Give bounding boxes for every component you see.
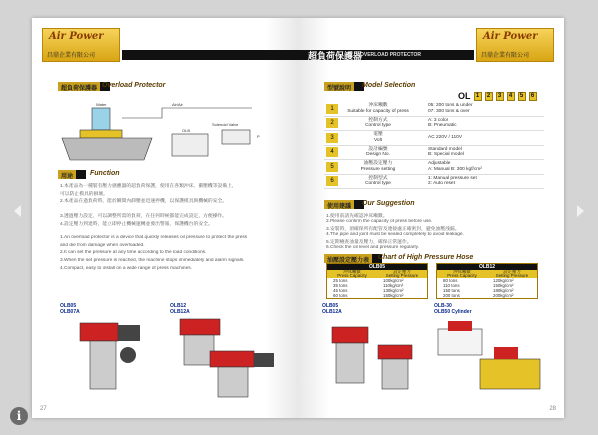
function-line: 2.本產品在過負荷時，能於瞬間內卸壓並迅速停機，以保護模具與機械的安全。 — [60, 199, 228, 204]
model-cell: 4 — [507, 92, 515, 101]
section-tag-model: 型號說明 — [324, 82, 364, 91]
selection-row — [324, 160, 544, 175]
page-number-left: 27 — [40, 406, 47, 412]
suggestion-line: 4.The pipe and joint must be sealed completely to avoid leakage. — [326, 231, 464, 237]
selection-value: Adjustable A: Manual B: 300 kgf/cm² — [428, 161, 482, 172]
selection-name — [338, 118, 418, 129]
info-icon[interactable]: i — [10, 407, 28, 425]
product-code: OLB05 — [60, 303, 77, 309]
suggestion-line: 2.Please confirm the capacity of press before use. — [326, 218, 433, 224]
selection-name-en: Suitable for capacity of press — [347, 108, 409, 114]
function-line: and die from damage when overloaded. — [60, 242, 145, 248]
right-page — [298, 18, 564, 418]
section-title-pressure: Chart of High Pressure Hose — [378, 254, 474, 261]
left-header — [32, 18, 298, 70]
section-title-overload: Overload Protector — [102, 82, 166, 89]
function-line — [60, 228, 282, 234]
selection-value: AC 220V / 110V — [428, 135, 463, 140]
product-olb05-right — [322, 303, 432, 393]
pressure-table-cell: 35 tons — [333, 283, 348, 288]
pressure-table-row — [327, 293, 427, 298]
selection-value: A: 3 color B: Pneumatic — [428, 117, 457, 129]
overload-diagram — [52, 98, 274, 178]
pressure-table-cell: 120kg/cm² — [493, 278, 514, 283]
selection-name-cn: 油壓設定壓力 — [363, 161, 393, 167]
selection-name — [338, 132, 418, 143]
product-sub: OLB50 Cylinder — [434, 309, 472, 315]
pressure-table-cell: 150 tons — [443, 288, 460, 293]
selection-value: 05: 200 tons & under 07: 300 tons & over — [428, 103, 473, 114]
next-page-arrow[interactable] — [577, 205, 584, 217]
selection-number: 3 — [326, 133, 338, 143]
pressure-table-cell: 100kg/cm² — [383, 278, 404, 283]
pressure-table-model: OLB05 — [327, 264, 427, 270]
suggestion-line: 3.安裝時，須確保所有配管及連接處正確密封，避免油壓洩漏。 — [326, 227, 460, 232]
model-prefix: OL — [458, 91, 471, 101]
product-code: OLB05 — [322, 303, 339, 309]
pressure-table-cell: 110kg/cm² — [383, 283, 404, 288]
selection-name-en: Volt — [373, 137, 382, 143]
selection-name-cn: 控制型式 — [368, 175, 388, 181]
pressure-table-cell: 150kg/cm² — [383, 293, 404, 298]
catalog-spread — [32, 18, 564, 418]
selection-row — [324, 175, 544, 190]
selection-number: 1 — [326, 104, 338, 114]
section-tag-overload: 超負荷保護器 — [58, 82, 110, 91]
left-page — [32, 18, 298, 418]
pressure-table — [436, 263, 538, 299]
pressure-table-cell: 200kg/cm² — [493, 293, 514, 298]
pressure-table — [326, 263, 428, 299]
diagram-label-water: Water — [96, 102, 107, 107]
pressure-table-cell: 110 tons — [443, 283, 460, 288]
header-title: 超負荷保護器 — [308, 51, 363, 61]
diagram-label-valve: Solenoid Valve — [212, 122, 239, 127]
selection-number: 4 — [326, 147, 338, 157]
pressure-table-column: 設定壓力 Setting Pressure — [385, 269, 419, 278]
pressure-table-column: 沖床噸數 Press Capacity — [447, 269, 477, 278]
selection-name — [338, 103, 418, 114]
model-cell: 5 — [518, 92, 526, 101]
diagram-label-p: P — [257, 134, 260, 139]
function-line: 4.設定壓力到達時，能立即停止機械運轉並發出警報，保護機台的安全。 — [60, 222, 213, 226]
pressure-table-model: OLB12 — [437, 264, 537, 270]
selection-name-en: Control type — [365, 181, 391, 187]
product-sub: OLB12A — [322, 309, 342, 315]
header-strip — [122, 50, 298, 60]
function-line: 1.本產品為一種裝有壓力感應器的超負荷保護，使用在各類沖床、衝壓機等設備上， — [60, 184, 237, 188]
selection-name — [338, 176, 418, 187]
previous-page-arrow[interactable] — [14, 205, 21, 217]
pressure-table-cell: 45 tons — [333, 288, 348, 293]
brand-logo — [476, 28, 554, 62]
product-sub: OLB07A — [60, 309, 80, 315]
pressure-table-cell: 180kg/cm² — [493, 288, 514, 293]
suggestion-line: 1.使用前請先確認沖床噸數。 — [326, 214, 388, 218]
selection-row — [324, 131, 544, 146]
brand-company: 昌鼎企業有限公司 — [47, 53, 96, 59]
brand-logo — [42, 28, 120, 62]
pressure-table-cell: 25 tons — [333, 278, 348, 283]
selection-name-cn: 沖床噸數 — [368, 103, 388, 109]
function-line: 4.Compact, easy to install on a wide range of press machines. — [60, 265, 192, 271]
page-number-right: 28 — [549, 406, 556, 412]
selection-name-en: Pressure setting — [360, 166, 396, 172]
model-cell: 2 — [485, 92, 493, 101]
section-title-model: Model Selection — [362, 82, 416, 89]
selection-row — [324, 102, 544, 117]
pressure-table-cell: 80 tons — [443, 278, 458, 283]
pressure-table-cell: 60 tons — [333, 293, 348, 298]
selection-number: 6 — [326, 176, 338, 186]
diagram-label-air: Air/Air — [172, 102, 183, 107]
function-line: 1.An overload protector is a device that quickly releases oil pressure to protect the press — [60, 235, 248, 241]
model-code-row — [458, 91, 537, 101]
pressure-table-column: 沖床噸數 Press Capacity — [337, 269, 367, 278]
header-subtitle: OVERLOAD PROTECTOR — [360, 52, 422, 58]
function-line — [60, 205, 282, 211]
selection-row — [324, 117, 544, 132]
model-cell: 3 — [496, 92, 504, 101]
model-cell: 6 — [529, 92, 537, 101]
model-selection-table — [324, 102, 544, 189]
model-cell: 1 — [474, 92, 482, 101]
selection-name-cn: 電壓 — [373, 132, 383, 138]
product-sub: OLB12A — [170, 309, 190, 315]
selection-name-en: Control type — [365, 123, 391, 129]
pressure-table-column: 設定壓力 Setting Pressure — [495, 269, 529, 278]
selection-name-cn: 控制方式 — [368, 117, 388, 123]
product-code: OLB12 — [170, 303, 187, 309]
selection-name-en: Design No. — [366, 152, 390, 158]
section-title-suggestion: Our Suggestion — [362, 200, 415, 207]
pressure-table-row — [437, 293, 537, 298]
diagram-label-olb: OLB — [182, 128, 191, 133]
selection-name — [338, 161, 418, 172]
selection-name-cn: 設計編號 — [368, 146, 388, 152]
pressure-table-header — [437, 270, 537, 278]
function-line: 可以防止模具的損壞。 — [60, 191, 108, 196]
section-tag-function: 用途 — [58, 170, 86, 179]
pressure-table-header — [327, 270, 427, 278]
product-olb12 — [170, 303, 290, 398]
function-line: 2.It can set the pressure at any time according to the load conditions. — [60, 250, 207, 256]
brand-script: Air Power — [483, 31, 538, 42]
product-code: OLB-30 — [434, 303, 452, 309]
suggestion-line: 6.Check the oil level and pressure regularly. — [326, 245, 419, 250]
pressure-table-cell: 200 tons — [443, 293, 460, 298]
pressure-table-cell: 150kg/cm² — [493, 283, 514, 288]
section-tag-pressure: 油壓設定壓力表 — [324, 254, 382, 263]
selection-name — [338, 147, 418, 158]
right-header — [298, 18, 564, 70]
selection-value: 1: Manual pressure set 2: Auto reset — [428, 175, 477, 187]
brand-script: Air Power — [49, 31, 104, 42]
brand-company: 昌鼎企業有限公司 — [481, 53, 530, 59]
section-title-function: Function — [90, 170, 120, 177]
product-olb30 — [434, 303, 558, 398]
selection-number: 2 — [326, 118, 338, 128]
section-tag-suggestion: 使用建議 — [324, 200, 364, 209]
selection-value: Standard model B: Special model — [428, 146, 464, 158]
selection-row — [324, 146, 544, 161]
pressure-table-cell: 130kg/cm² — [383, 288, 404, 293]
function-line: 3.When the set pressure is reached, the machine stops immediately and alarm signals. — [60, 258, 245, 263]
selection-number: 5 — [326, 162, 338, 172]
suggestion-line: 5.定期檢查油量及壓力，確保正常運作。 — [326, 240, 412, 245]
function-line: 3.透過壓力設定，可以調整所需的負荷，在任何時候都能完成設定，方便操作。 — [60, 214, 228, 219]
product-olb05 — [60, 303, 170, 393]
